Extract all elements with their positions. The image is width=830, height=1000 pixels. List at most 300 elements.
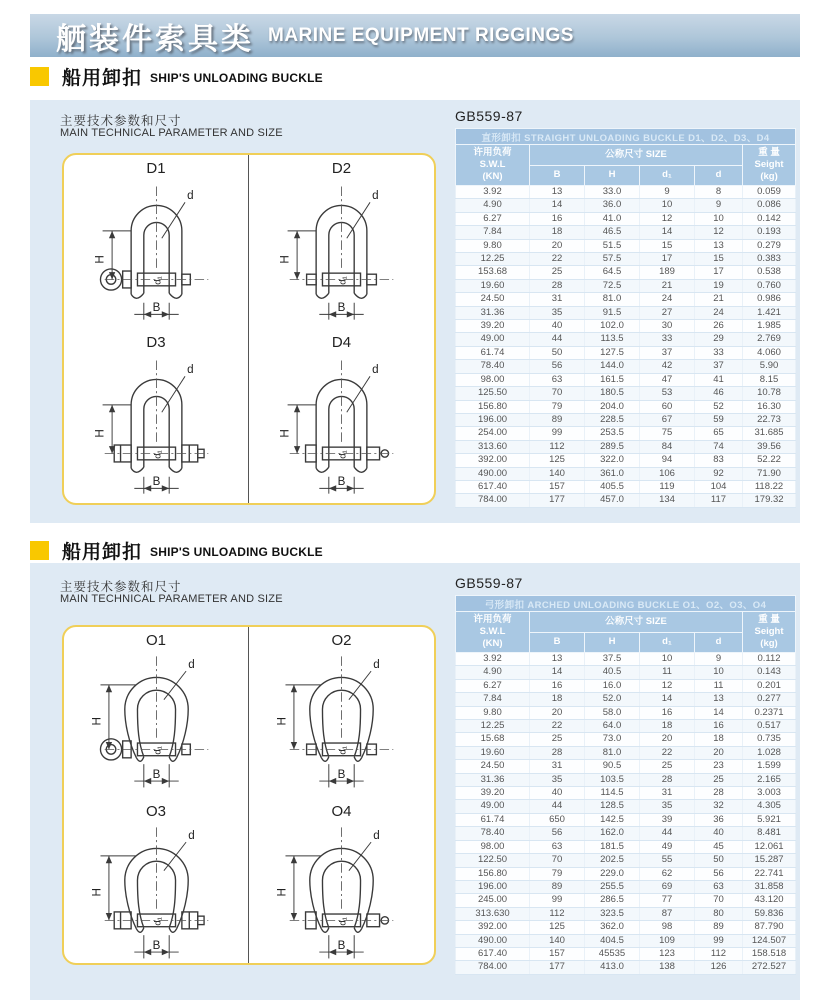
- table-cell: 14: [695, 706, 743, 719]
- table-cell: 37.5: [585, 653, 640, 666]
- table-cell: 63: [530, 840, 585, 853]
- table-cell: 31: [530, 760, 585, 773]
- diagram-D1: [64, 155, 249, 329]
- table-cell: 153.68: [456, 266, 530, 279]
- svg-text:d: d: [373, 828, 380, 842]
- table-cell: 19.60: [456, 279, 530, 292]
- table-cell: 650: [530, 813, 585, 826]
- table-cell: 21: [695, 293, 743, 306]
- table-cell: 64.0: [585, 720, 640, 733]
- table-cell: 89: [530, 880, 585, 893]
- table-cell: 162.0: [585, 827, 640, 840]
- param-label-en: MAIN TECHNICAL PARAMETER AND SIZE: [60, 593, 283, 605]
- col-header-weight: 重 量 Seight (kg): [743, 612, 796, 653]
- table-row: [456, 306, 796, 319]
- table-cell: 181.5: [585, 840, 640, 853]
- table-cell: 35: [530, 306, 585, 319]
- table-cell: 392.00: [456, 921, 530, 934]
- table-cell: 113.5: [585, 333, 640, 346]
- table-cell: 56: [695, 867, 743, 880]
- table-cell: 8.481: [743, 827, 796, 840]
- section-2-panel: [30, 563, 800, 1000]
- table-cell: 228.5: [585, 413, 640, 426]
- table-cell: 90.5: [585, 760, 640, 773]
- table-cell: 98.00: [456, 373, 530, 386]
- table-cell: 69: [640, 880, 695, 893]
- table-cell: 45535: [585, 947, 640, 960]
- table-cell: 109: [640, 934, 695, 947]
- table-cell: 98: [640, 921, 695, 934]
- table-cell: 87: [640, 907, 695, 920]
- table-cell: 49.00: [456, 800, 530, 813]
- table-row: [456, 212, 796, 225]
- page-banner: [30, 14, 800, 57]
- diagram-D4: [249, 329, 434, 503]
- table-cell: 0.142: [743, 212, 796, 225]
- table-cell: 229.0: [585, 867, 640, 880]
- table-cell: 123: [640, 947, 695, 960]
- dim-label-d1: d₁: [152, 746, 164, 755]
- table-cell: 189: [640, 266, 695, 279]
- standard-number: GB559-87: [455, 108, 523, 124]
- table-row: [456, 320, 796, 333]
- table-row: [456, 706, 796, 719]
- table-row: [456, 387, 796, 400]
- table-title: 弓形卸扣 ARCHED UNLOADING BUCKLE O1、O2、O3、O4: [456, 596, 796, 612]
- diagram-O1: [64, 627, 249, 798]
- table-cell: 83: [695, 454, 743, 467]
- table-cell: 11: [640, 666, 695, 679]
- table-title: 直形卸扣 STRAIGHT UNLOADING BUCKLE D1、D2、D3、D4: [456, 129, 796, 145]
- table-cell: 39.20: [456, 320, 530, 333]
- table-cell: 5.90: [743, 360, 796, 373]
- table-cell: 0.143: [743, 666, 796, 679]
- shackle-drawing: [259, 821, 424, 965]
- table-cell: 61.74: [456, 813, 530, 826]
- table-cell: 29: [695, 333, 743, 346]
- table-cell: 361.0: [585, 467, 640, 480]
- shackle-drawing: [74, 650, 239, 798]
- table-cell: 30: [640, 320, 695, 333]
- table-cell: 2.165: [743, 773, 796, 786]
- table-cell: 124.507: [743, 934, 796, 947]
- table-cell: 0.2371: [743, 706, 796, 719]
- table-cell: 63: [530, 373, 585, 386]
- table-cell: 35: [530, 773, 585, 786]
- table-cell: 77: [640, 894, 695, 907]
- table-cell: 10: [695, 212, 743, 225]
- table-cell: 80: [695, 907, 743, 920]
- table-cell: 49.00: [456, 333, 530, 346]
- table-cell: 14: [640, 693, 695, 706]
- table-cell: 70: [530, 854, 585, 867]
- table-cell: 58.0: [585, 706, 640, 719]
- section-title-zh: 船用卸扣: [62, 541, 143, 563]
- table-cell: 0.735: [743, 733, 796, 746]
- col-header-d: d: [695, 632, 743, 653]
- table-cell: 62: [640, 867, 695, 880]
- table-row: [456, 293, 796, 306]
- table-cell: 140: [530, 467, 585, 480]
- section-title-en: SHIP'S UNLOADING BUCKLE: [150, 545, 323, 559]
- dim-label-b: B: [152, 301, 160, 315]
- table-cell: 13: [695, 693, 743, 706]
- table-cell: 313.60: [456, 440, 530, 453]
- param-label-zh: 主要技术参数和尺寸: [60, 580, 182, 594]
- standard-number: GB559-87: [455, 575, 523, 591]
- table-cell: 52.0: [585, 693, 640, 706]
- table-cell: 33: [695, 346, 743, 359]
- table-cell: 15: [640, 239, 695, 252]
- table-cell: 46.5: [585, 226, 640, 239]
- table-cell: 10: [640, 653, 695, 666]
- table-cell: 20: [695, 746, 743, 759]
- table-cell: 13: [530, 186, 585, 199]
- col-header-swl: 许用负荷 S.W.L (KN): [456, 145, 530, 186]
- table-cell: 17: [695, 266, 743, 279]
- table-cell: 179.32: [743, 494, 796, 507]
- table-cell: 24: [640, 293, 695, 306]
- table-cell: 102.0: [585, 320, 640, 333]
- table-cell: 9.80: [456, 706, 530, 719]
- col-header-B: B: [530, 165, 585, 186]
- table-cell: 75: [640, 427, 695, 440]
- table-cell: 41.0: [585, 212, 640, 225]
- table-cell: 28: [640, 773, 695, 786]
- table-cell: 63: [695, 880, 743, 893]
- table-row: [456, 239, 796, 252]
- table-cell: 56: [530, 827, 585, 840]
- table-cell: 40: [695, 827, 743, 840]
- table-cell: 8: [695, 186, 743, 199]
- table-cell: 11: [695, 679, 743, 692]
- table-cell: 99: [530, 894, 585, 907]
- table-cell: 57.5: [585, 253, 640, 266]
- table-cell: 0.986: [743, 293, 796, 306]
- col-header-size: 公称尺寸 SIZE: [530, 145, 743, 166]
- table-cell: 289.5: [585, 440, 640, 453]
- table-cell: 125: [530, 454, 585, 467]
- table-cell: 128.5: [585, 800, 640, 813]
- table-cell: 15.68: [456, 733, 530, 746]
- table-cell: 87.790: [743, 921, 796, 934]
- table-row: [456, 427, 796, 440]
- table-cell: 53: [640, 387, 695, 400]
- dim-label-d1: d₁: [337, 917, 349, 926]
- diagram-D2: [249, 155, 434, 329]
- dim-label-b: B: [337, 938, 346, 952]
- table-cell: 19.60: [456, 746, 530, 759]
- table-cell: 36: [695, 813, 743, 826]
- dim-label-b: B: [152, 475, 160, 489]
- table-cell: 405.5: [585, 480, 640, 493]
- table-cell: 196.00: [456, 880, 530, 893]
- diagram-box: [62, 153, 436, 505]
- table-cell: 37: [695, 360, 743, 373]
- table-cell: 13: [530, 653, 585, 666]
- table-cell: 39.20: [456, 787, 530, 800]
- table-cell: 61.74: [456, 346, 530, 359]
- table-cell: 114.5: [585, 787, 640, 800]
- spec-table: [455, 595, 796, 975]
- table-cell: 31.858: [743, 880, 796, 893]
- table-cell: 134: [640, 494, 695, 507]
- table-cell: 3.92: [456, 186, 530, 199]
- table-cell: 98.00: [456, 840, 530, 853]
- table-cell: 3.92: [456, 653, 530, 666]
- table-cell: 286.5: [585, 894, 640, 907]
- table-row: [456, 666, 796, 679]
- table-cell: 1.028: [743, 746, 796, 759]
- table-cell: 138: [640, 961, 695, 974]
- table-row: [456, 373, 796, 386]
- table-cell: 81.0: [585, 746, 640, 759]
- table-cell: 202.5: [585, 854, 640, 867]
- dim-label-d1: d₁: [337, 276, 349, 285]
- table-row: [456, 266, 796, 279]
- diagram-label: D2: [331, 160, 352, 177]
- diagram-label: D1: [146, 160, 166, 177]
- section-1-title: [30, 64, 323, 88]
- dim-label-b: B: [152, 767, 160, 781]
- table-cell: 92: [695, 467, 743, 480]
- table-cell: 40.5: [585, 666, 640, 679]
- table-cell: 16.0: [585, 679, 640, 692]
- table-cell: 127.5: [585, 346, 640, 359]
- table-cell: 0.760: [743, 279, 796, 292]
- diagram-D3: [64, 329, 249, 503]
- table-cell: 31: [640, 787, 695, 800]
- table-cell: 404.5: [585, 934, 640, 947]
- table-cell: 71.90: [743, 467, 796, 480]
- table-row: [456, 253, 796, 266]
- table-cell: 25: [640, 760, 695, 773]
- diagram-O2: [249, 627, 434, 798]
- table-cell: 74: [695, 440, 743, 453]
- table-cell: 144.0: [585, 360, 640, 373]
- section-title-en: SHIP'S UNLOADING BUCKLE: [150, 71, 323, 85]
- table-cell: 22: [530, 253, 585, 266]
- shackle-drawing: [74, 821, 239, 965]
- banner-title-zh: 舾装件索具类: [56, 22, 254, 56]
- table-cell: 31: [530, 293, 585, 306]
- table-cell: 59.836: [743, 907, 796, 920]
- table-cell: 22.73: [743, 413, 796, 426]
- diagram-label: D4: [331, 334, 352, 351]
- table-row: [456, 467, 796, 480]
- table-cell: 112: [530, 907, 585, 920]
- table-cell: 28: [530, 279, 585, 292]
- table-row: [456, 440, 796, 453]
- col-header-B: B: [530, 632, 585, 653]
- diagram-label: O4: [331, 803, 352, 820]
- table-cell: 4.060: [743, 346, 796, 359]
- shackle-drawing: [259, 178, 424, 326]
- table-cell: 322.0: [585, 454, 640, 467]
- table-cell: 12.25: [456, 253, 530, 266]
- table-cell: 28: [695, 787, 743, 800]
- table-cell: 21: [640, 279, 695, 292]
- table-cell: 18: [695, 733, 743, 746]
- table-row: [456, 947, 796, 960]
- table-cell: 23: [695, 760, 743, 773]
- table-cell: 272.527: [743, 961, 796, 974]
- table-cell: 22: [640, 746, 695, 759]
- svg-text:H: H: [93, 255, 107, 264]
- table-cell: 16: [695, 720, 743, 733]
- dim-label-d1: d₁: [337, 450, 349, 459]
- table-cell: 106: [640, 467, 695, 480]
- table-cell: 44: [530, 333, 585, 346]
- svg-text:H: H: [93, 429, 107, 438]
- table-cell: 33.0: [585, 186, 640, 199]
- table-cell: 157: [530, 480, 585, 493]
- table-cell: 204.0: [585, 400, 640, 413]
- table-row: [456, 880, 796, 893]
- table-cell: 413.0: [585, 961, 640, 974]
- table-cell: 0.086: [743, 199, 796, 212]
- table-cell: 26: [695, 320, 743, 333]
- table-cell: 8.15: [743, 373, 796, 386]
- col-header-d: d: [695, 165, 743, 186]
- svg-text:H: H: [89, 888, 103, 897]
- table-cell: 91.5: [585, 306, 640, 319]
- table-cell: 79: [530, 400, 585, 413]
- table-cell: 0.517: [743, 720, 796, 733]
- table-row: [456, 186, 796, 199]
- dim-label-d1: d₁: [152, 917, 164, 926]
- table-row: [456, 787, 796, 800]
- table-row: [456, 494, 796, 507]
- table-cell: 39: [640, 813, 695, 826]
- table-row: [456, 226, 796, 239]
- table-cell: 37: [640, 346, 695, 359]
- diagram-box: [62, 625, 436, 965]
- table-row: [456, 746, 796, 759]
- diagram-label: O1: [145, 632, 166, 649]
- table-cell: 22: [530, 720, 585, 733]
- table-cell: 13: [695, 239, 743, 252]
- table-cell: 0.277: [743, 693, 796, 706]
- shackle-drawing: [259, 352, 424, 500]
- table-cell: 313.630: [456, 907, 530, 920]
- table-cell: 9.80: [456, 239, 530, 252]
- table-row: [456, 760, 796, 773]
- diagram-O3: [64, 798, 249, 965]
- col-header-swl: 许用负荷 S.W.L (KN): [456, 612, 530, 653]
- table-cell: 25: [530, 733, 585, 746]
- table-cell: 0.201: [743, 679, 796, 692]
- table-cell: 253.5: [585, 427, 640, 440]
- table-cell: 43.120: [743, 894, 796, 907]
- table-cell: 0.279: [743, 239, 796, 252]
- col-header-H: H: [585, 632, 640, 653]
- table-cell: 323.5: [585, 907, 640, 920]
- table-cell: 617.40: [456, 947, 530, 960]
- table-cell: 9: [640, 186, 695, 199]
- table-cell: 15.287: [743, 854, 796, 867]
- table-cell: 6.27: [456, 212, 530, 225]
- table-cell: 89: [530, 413, 585, 426]
- table-cell: 84: [640, 440, 695, 453]
- table-row: [456, 840, 796, 853]
- table-cell: 32: [695, 800, 743, 813]
- diagram-O4: [249, 798, 434, 965]
- dim-label-d1: d₁: [152, 450, 164, 459]
- table-cell: 19: [695, 279, 743, 292]
- table-row: [456, 199, 796, 212]
- table-row: [456, 360, 796, 373]
- svg-text:d: d: [186, 363, 194, 377]
- table-row: [456, 854, 796, 867]
- table-cell: 784.00: [456, 494, 530, 507]
- table-cell: 4.90: [456, 666, 530, 679]
- table-cell: 0.059: [743, 186, 796, 199]
- table-cell: 112: [695, 947, 743, 960]
- table-cell: 255.5: [585, 880, 640, 893]
- col-header-d1: d₁: [640, 165, 695, 186]
- table-row: [456, 693, 796, 706]
- table-cell: 457.0: [585, 494, 640, 507]
- table-cell: 7.84: [456, 693, 530, 706]
- table-cell: 617.40: [456, 480, 530, 493]
- banner-title-en: MARINE EQUIPMENT RIGGINGS: [268, 24, 574, 46]
- table-cell: 56: [530, 360, 585, 373]
- table-row: [456, 800, 796, 813]
- table-cell: 4.90: [456, 199, 530, 212]
- table-cell: 51.5: [585, 239, 640, 252]
- table-row: [456, 346, 796, 359]
- table-cell: 50: [530, 346, 585, 359]
- table-cell: 31.36: [456, 306, 530, 319]
- table-cell: 17: [640, 253, 695, 266]
- section-1-panel: [30, 100, 800, 523]
- svg-text:H: H: [278, 429, 292, 438]
- param-label-en: MAIN TECHNICAL PARAMETER AND SIZE: [60, 127, 283, 139]
- table-cell: 142.5: [585, 813, 640, 826]
- table-row: [456, 813, 796, 826]
- table-cell: 28: [530, 746, 585, 759]
- table-cell: 112: [530, 440, 585, 453]
- table-cell: 24: [695, 306, 743, 319]
- table-cell: 0.112: [743, 653, 796, 666]
- svg-text:H: H: [275, 888, 289, 897]
- table-cell: 125: [530, 921, 585, 934]
- table-cell: 24.50: [456, 293, 530, 306]
- section-bullet-icon: [30, 541, 49, 560]
- table-row: [456, 733, 796, 746]
- table-row: [456, 720, 796, 733]
- table-cell: 24.50: [456, 760, 530, 773]
- table-cell: 55: [640, 854, 695, 867]
- table-cell: 94: [640, 454, 695, 467]
- table-cell: 18: [530, 693, 585, 706]
- table-cell: 31.36: [456, 773, 530, 786]
- table-cell: 14: [640, 226, 695, 239]
- section-bullet-icon: [30, 67, 49, 86]
- table-cell: 67: [640, 413, 695, 426]
- table-cell: 118.22: [743, 480, 796, 493]
- table-cell: 39.56: [743, 440, 796, 453]
- table-cell: 14: [530, 199, 585, 212]
- table-cell: 40: [530, 320, 585, 333]
- table-cell: 103.5: [585, 773, 640, 786]
- table-cell: 156.80: [456, 867, 530, 880]
- dim-label-d1: d₁: [152, 276, 164, 285]
- table-cell: 25: [695, 773, 743, 786]
- table-cell: 49: [640, 840, 695, 853]
- table-cell: 254.00: [456, 427, 530, 440]
